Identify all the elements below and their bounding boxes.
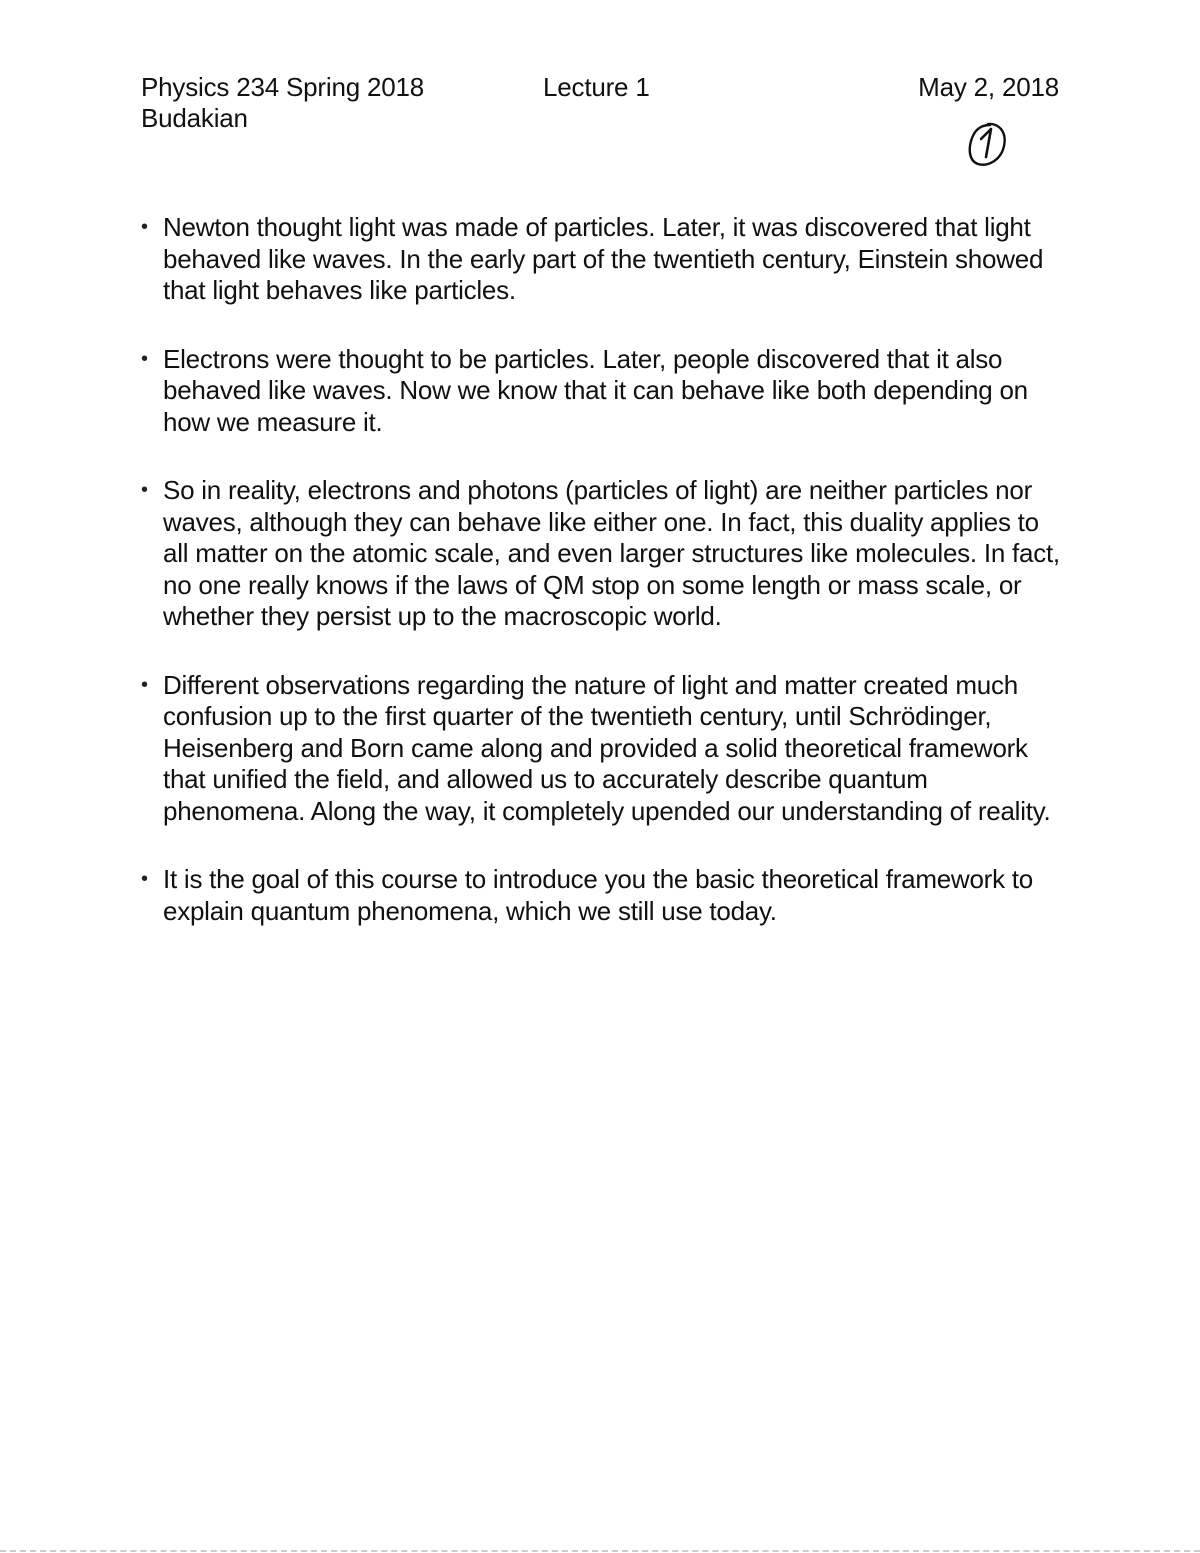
list-item [141, 670, 1071, 828]
list-item [141, 212, 1071, 307]
bullet-glyph: • [141, 347, 148, 370]
bullet-glyph: • [141, 479, 148, 501]
list-item [141, 475, 1071, 633]
lecture-title: Lecture 1 [543, 72, 650, 102]
bullet-text: It is the goal of this course to introduce you the basic theoretical framework to explain quantum phenomena, which we still use today. [163, 864, 1033, 926]
lecture-date: May 2, 2018 [918, 72, 1059, 102]
circled-1-handwritten-icon [966, 120, 1010, 170]
bullet-text: Newton thought light was made of particles. Later, it was discovered that light behaved like waves. In the early part of the twentieth century, Einstein showed that light behaves like particles. [163, 212, 1044, 305]
bullet-text: So in reality, electrons and photons (particles of light) are neither particles nor waves, although they can behave like either one. In fact, this duality applies to all matter on the atomic scale, and even larger structures like molecules. In fact, no one really knows if the laws of QM stop on some length or mass scale, or whether they persist up to the macroscopic world. [163, 475, 1060, 631]
bullet-glyph: • [141, 216, 148, 238]
list-item [141, 864, 1071, 927]
bullet-text: Electrons were thought to be particles. Later, people discovered that it also behaved like waves. Now we know that it can behave like both depending on how we measure it. [163, 343, 1028, 437]
bullet-glyph: • [141, 673, 148, 696]
course-title: Physics 234 Spring 2018 [141, 72, 425, 102]
list-item [141, 344, 1071, 439]
bullet-text: Different observations regarding the nature of light and matter created much confusion up to the first quarter of the twentieth century, until Schrödinger, Heisenberg and Born came along and provided a solid theoretical framework that unified the field, and allowed us to accurately describe quantum phenomena. Along the way, it completely upended our understanding of reality. [163, 669, 1051, 826]
instructor-name: Budakian [141, 103, 248, 133]
bullet-glyph: • [141, 868, 148, 890]
bullet-list [141, 212, 1071, 964]
page-bottom-edge [0, 1550, 1200, 1552]
